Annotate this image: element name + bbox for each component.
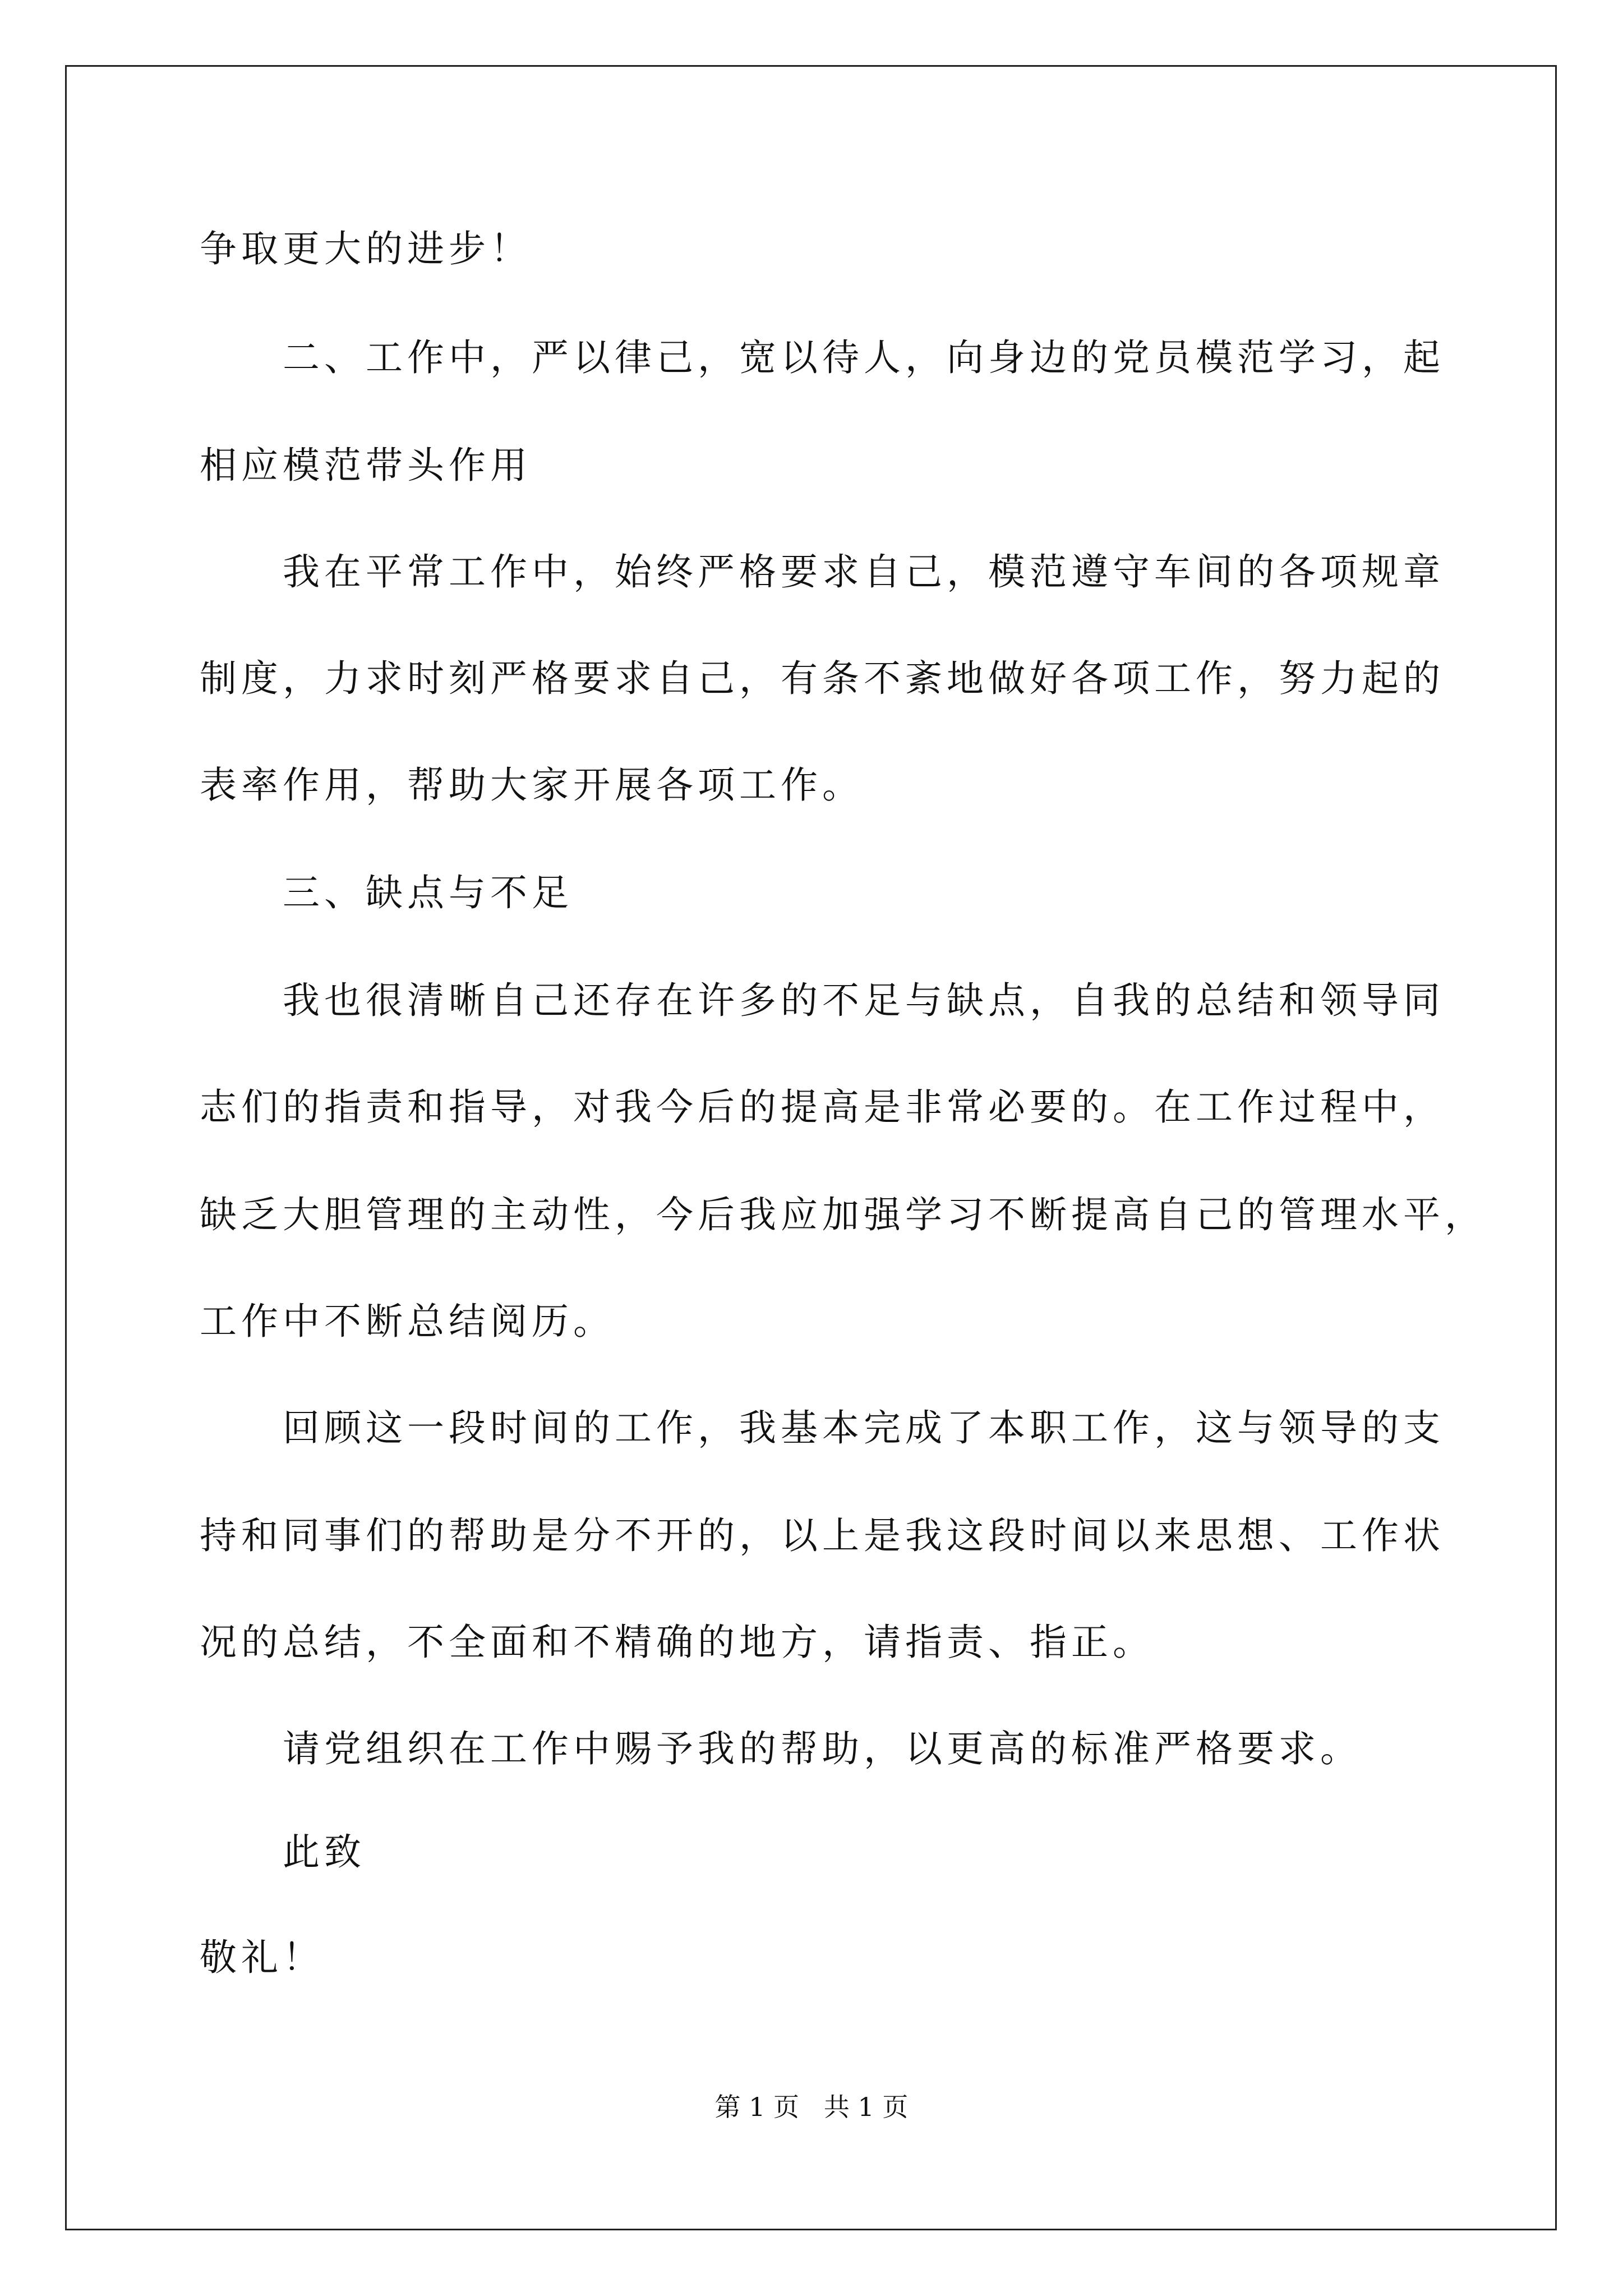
text-line: 志们的指责和指导，对我今后的提高是非常必要的。在工作过程中，	[200, 1085, 1445, 1129]
section-heading-2: 二、工作中，严以律己，宽以待人，向身边的党员模范学习，起	[283, 336, 1445, 379]
paragraph-line: 我也很清晰自己还存在许多的不足与缺点，自我的总结和领导同	[283, 979, 1445, 1022]
text-line: 表率作用，帮助大家开展各项工作。	[200, 763, 864, 807]
section-heading-3: 三、缺点与不足	[283, 871, 573, 914]
text-line: 持和同事们的帮助是分不开的，以上是我这段时间以来思想、工作状	[200, 1514, 1445, 1557]
text-line: 相应模范带头作用	[200, 444, 532, 487]
paragraph-line: 回顾这一段时间的工作，我基本完成了本职工作，这与领导的支	[283, 1406, 1445, 1450]
page-footer: 第 1 页 共 1 页	[714, 2092, 909, 2122]
text-line: 况的总结，不全面和不精确的地方，请指责、指正。	[200, 1621, 1154, 1664]
page-border	[65, 65, 1557, 2230]
closing-greeting: 敬礼！	[200, 1936, 324, 1979]
text-line: 争取更大的进步！	[200, 227, 532, 270]
text-line: 工作中不断总结阅历。	[200, 1300, 615, 1343]
closing-salutation: 此致	[283, 1830, 366, 1874]
paragraph-line: 我在平常工作中，始终严格要求自己，模范遵守车间的各项规章	[283, 550, 1445, 593]
text-line: 缺乏大胆管理的主动性，今后我应加强学习不断提高自己的管理水平，	[200, 1193, 1486, 1236]
text-line: 制度，力求时刻严格要求自己，有条不紊地做好各项工作，努力起的	[200, 657, 1445, 700]
paragraph-line: 请党组织在工作中赐予我的帮助，以更高的标准严格要求。	[283, 1727, 1362, 1770]
